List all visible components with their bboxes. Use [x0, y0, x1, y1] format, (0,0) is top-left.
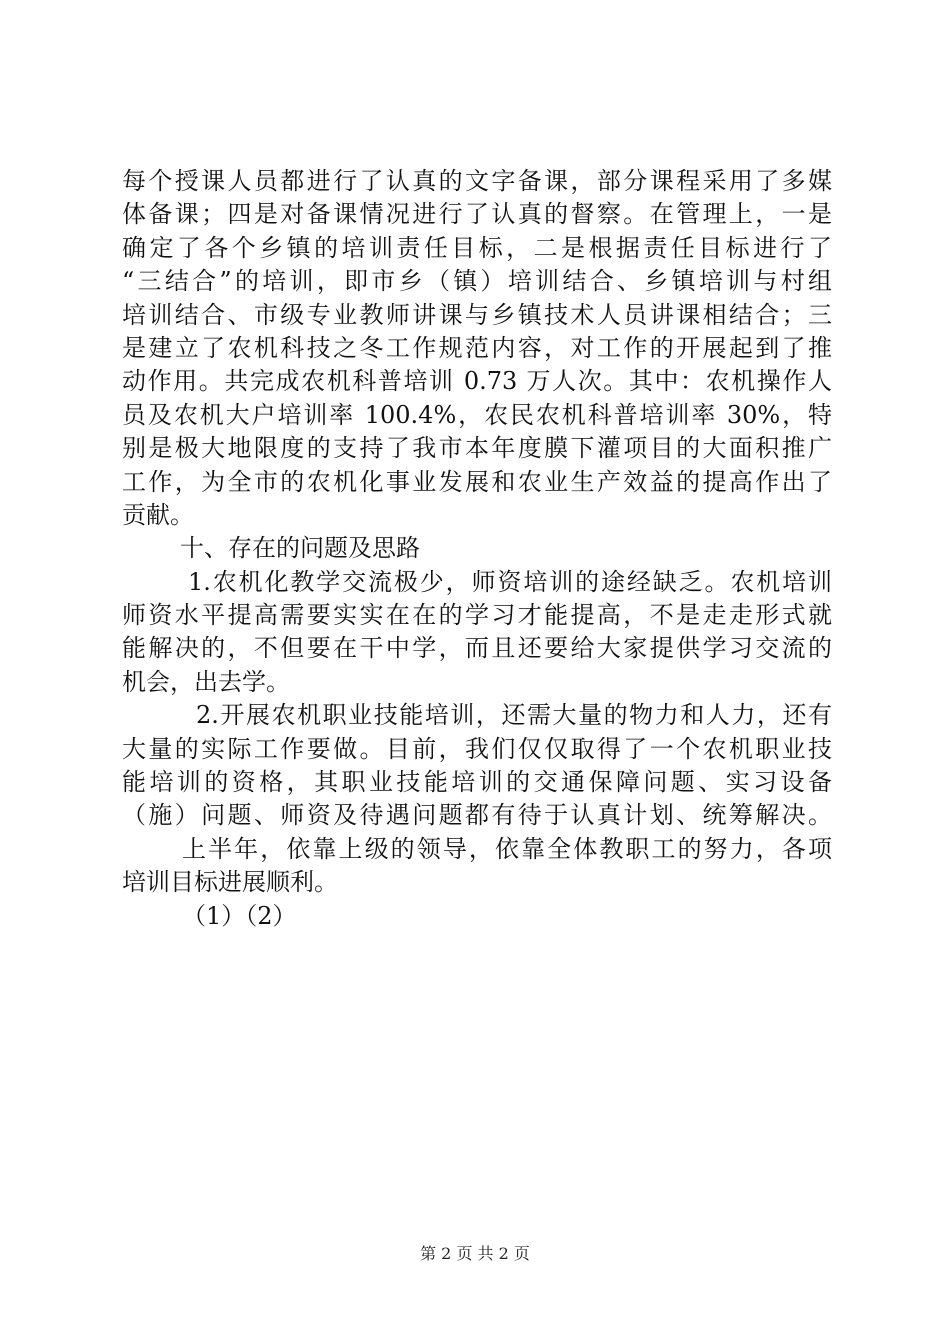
text-line: 别是极大地限度的支持了我市本年度膜下灌项目的大面积推广: [122, 434, 832, 463]
text-line: 2.开展农机职业技能培训，还需大量的物力和人力，还有: [196, 701, 832, 730]
page-footer: [0, 1243, 950, 1265]
text-line: （施）问题、师资及待遇问题都有待于认真计划、统筹解决。: [122, 801, 832, 830]
list-item-1: [122, 566, 832, 700]
text-line: 工作，为全市的农机化事业发展和农业生产效益的提高作出了: [122, 467, 832, 496]
text-line: 机会，出去学。: [122, 667, 290, 696]
section-heading-problems: [122, 532, 832, 565]
text-line: 是建立了农机科技之冬工作规范内容，对工作的开展起到了推: [122, 333, 832, 362]
list-item-2: [122, 699, 832, 833]
text-line: 培训目标进展顺利。: [122, 868, 338, 897]
text-line: 动作用。共完成农机科普培训 0.73 万人次。其中：农机操作人: [122, 367, 832, 396]
text-line: 1.农机化教学交流极少，师资培训的途经缺乏。农机培训: [188, 567, 832, 596]
text-line: 贡献。: [122, 500, 194, 529]
text-line: 确定了各个乡镇的培训责任目标，二是根据责任目标进行了: [122, 233, 832, 262]
text-line: 能解决的，不但要在干中学，而且还要给大家提供学习交流的: [122, 634, 832, 663]
paragraph-half-year-summary: [122, 833, 832, 900]
document-body: [122, 165, 832, 933]
text-line: 师资水平提高需要实实在在的学习才能提高，不是走走形式就: [122, 601, 832, 630]
text-line: “三结合”的培训，即市乡（镇）培训结合、乡镇培训与村组: [122, 267, 832, 296]
text-line: 培训结合、市级专业教师讲课与乡镇技术人员讲课相结合；三: [122, 300, 832, 329]
text-line: 上半年，依靠上级的领导，依靠全体教职工的努力，各项: [182, 834, 832, 863]
page-number-label: 第 2 页 共 2 页: [420, 1244, 530, 1263]
text-line: 能培训的资格，其职业技能培训的交通保障问题、实习设备: [122, 768, 832, 797]
text-line: 每个授课人员都进行了认真的文字备课，部分课程采用了多媒: [122, 167, 832, 195]
section-heading: 十、存在的问题及思路: [180, 534, 420, 563]
text-line: 体备课；四是对备课情况进行了认真的督察。在管理上，一是: [122, 200, 832, 229]
paragraph-training-summary: [122, 165, 832, 532]
subnote-numbers: [122, 900, 832, 933]
text-line: 员及农机大户培训率 100.4%，农民农机科普培训率 30%，特: [122, 400, 832, 429]
text-line: （1）（2）: [182, 901, 297, 930]
text-line: 大量的实际工作要做。目前，我们仅仅取得了一个农机职业技: [122, 734, 832, 763]
